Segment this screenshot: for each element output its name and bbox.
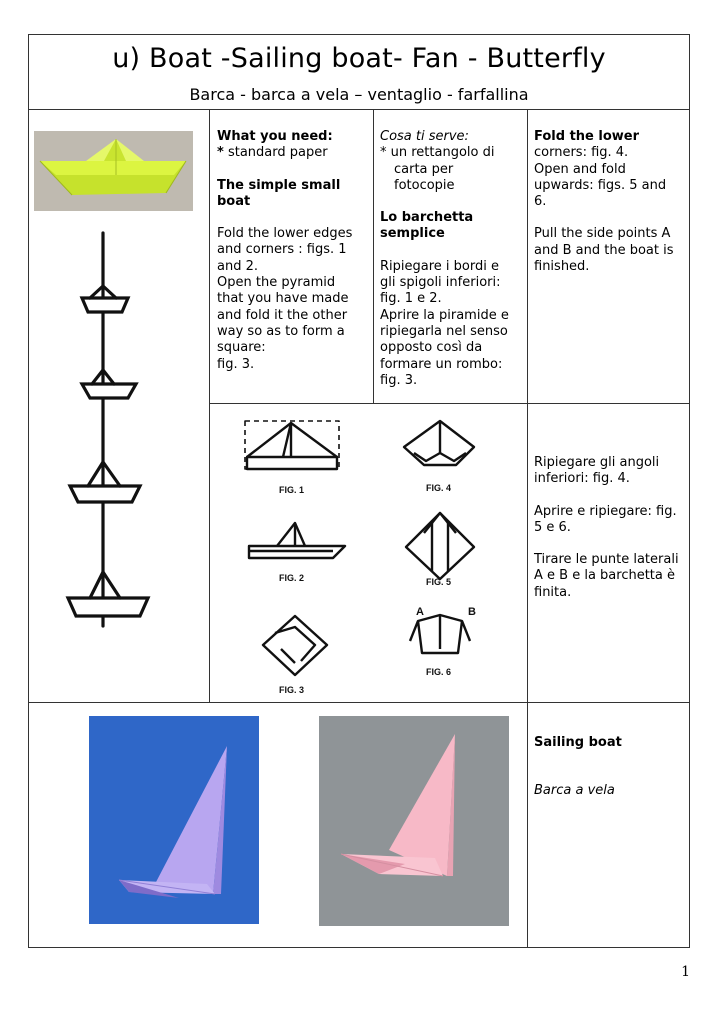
paper-boat-photo bbox=[34, 131, 193, 211]
table-border-left bbox=[28, 110, 29, 948]
page-title: u) Boat -Sailing boat- Fan - Butterfly bbox=[112, 43, 606, 74]
section-title-it-2: semplice bbox=[380, 226, 445, 242]
step-line: and 2. bbox=[217, 258, 258, 274]
table-border-bottom bbox=[28, 947, 690, 948]
cosa-ti-serve-heading: Cosa ti serve: bbox=[380, 129, 469, 144]
step-line-it: ripiegarla nel senso bbox=[380, 323, 508, 339]
step-line-r: 6. bbox=[534, 194, 547, 210]
instructions-right-mid bbox=[534, 455, 686, 601]
step-line-rm: Aprire e ripiegare: fig. bbox=[534, 503, 677, 519]
step-line-it: Aprire la piramide e bbox=[380, 307, 509, 323]
step-line: Open the pyramid bbox=[217, 275, 336, 291]
fig1-label: FIG. 1 bbox=[279, 485, 305, 495]
table-divider-3 bbox=[527, 110, 528, 948]
instructions-right-top bbox=[534, 129, 686, 275]
section-title-en-2: boat bbox=[217, 193, 251, 209]
step-line-rm: inferiori: fig. 4. bbox=[534, 471, 630, 487]
instructions-english bbox=[217, 129, 367, 373]
fold-lower-heading: Fold the lower bbox=[534, 129, 640, 144]
section-title-it: Lo barchetta bbox=[380, 210, 474, 226]
page-number: 1 bbox=[681, 964, 690, 980]
instructions-italian bbox=[380, 129, 526, 389]
step-line-rm: A e B e la barchetta è bbox=[534, 568, 676, 584]
folding-diagrams-1-3 bbox=[229, 413, 355, 700]
fig3-label: FIG. 3 bbox=[279, 685, 305, 695]
materials-item-it-cont: carta per bbox=[394, 161, 454, 177]
step-line-it: fig. 3. bbox=[380, 372, 418, 388]
step-line-rm: Ripiegare gli angoli bbox=[534, 455, 660, 470]
step-line: and fold it the other bbox=[217, 307, 348, 323]
step-line-it: Ripiegare i bordi e bbox=[380, 258, 499, 274]
step-line-it: formare un rombo: bbox=[380, 356, 503, 372]
step-line-rm: finita. bbox=[534, 584, 572, 600]
step-line: and corners : figs. 1 bbox=[217, 242, 347, 258]
fig2-label: FIG. 2 bbox=[279, 573, 305, 583]
step-line: that you have made bbox=[217, 291, 349, 307]
lilac-sailboat-photo bbox=[89, 716, 259, 924]
step-line-r: corners: fig. 4. bbox=[534, 145, 629, 161]
step-line-r: and B and the boat is bbox=[534, 242, 674, 258]
point-b-label: B bbox=[468, 606, 476, 618]
step-line-r: Open and fold bbox=[534, 161, 626, 177]
header-box bbox=[28, 34, 690, 110]
step-line-it: fig. 1 e 2. bbox=[380, 291, 442, 307]
page-subtitle: Barca - barca a vela – ventaglio - farfallina bbox=[189, 85, 529, 104]
step-line: square: bbox=[217, 340, 266, 356]
fig4-label: FIG. 4 bbox=[426, 483, 452, 493]
sailing-boat-title-it: Barca a vela bbox=[534, 783, 615, 799]
table-row-line-2 bbox=[28, 702, 690, 703]
folding-diagrams-4-6 bbox=[396, 413, 502, 683]
sailing-boat-labels bbox=[534, 735, 686, 800]
step-line-it: gli spigoli inferiori: bbox=[380, 275, 501, 291]
section-title-en: The simple small bbox=[217, 177, 341, 193]
step-line-r: upwards: figs. 5 and bbox=[534, 177, 667, 193]
step-line-r: finished. bbox=[534, 259, 590, 275]
table-divider-2 bbox=[373, 110, 374, 404]
table-divider-1 bbox=[209, 110, 210, 703]
boat-mobile-drawing bbox=[60, 228, 160, 628]
step-line: fig. 3. bbox=[217, 356, 255, 372]
point-a-label: A bbox=[416, 606, 424, 618]
materials-item: * standard paper bbox=[217, 145, 328, 161]
step-line-it: opposto così da bbox=[380, 340, 483, 356]
table-border-right bbox=[689, 110, 690, 948]
step-line-rm: Tirare le punte laterali bbox=[534, 552, 679, 568]
materials-item-it: * un rettangolo di bbox=[380, 145, 495, 161]
sailing-boat-title: Sailing boat bbox=[534, 735, 622, 750]
step-line: Fold the lower edges bbox=[217, 226, 353, 242]
fig5-label: FIG. 5 bbox=[426, 577, 452, 587]
fig6-label: FIG. 6 bbox=[426, 667, 452, 677]
step-line: way so as to form a bbox=[217, 323, 345, 339]
step-line-rm: 5 e 6. bbox=[534, 519, 571, 535]
pink-sailboat-photo bbox=[319, 716, 509, 926]
table-row-line-1 bbox=[209, 403, 690, 404]
what-you-need-heading: What you need: bbox=[217, 129, 333, 144]
materials-item-it-cont: fotocopie bbox=[394, 177, 455, 193]
step-line-r: Pull the side points A bbox=[534, 226, 671, 242]
